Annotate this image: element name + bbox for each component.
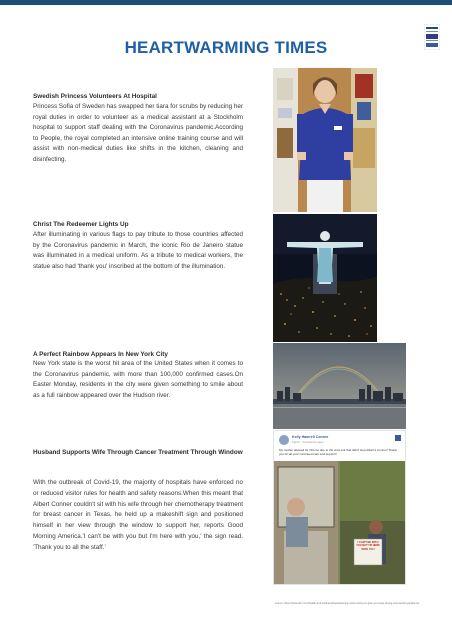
christ-redeemer-photo (273, 214, 377, 342)
story-title-husband: Husband Supports Wife Through Cancer Treatment Through Window (33, 449, 243, 456)
story-body-christ: After illuminating in various flags to pay tribute to those countries affected by the Coronavirus pandemic in March, the iconic Rio de Janeiro statue was illuminated in a medical uniform. As a tribute to medical workers, the statue also had 'thank you' inscribed at the bottom of the illumination. (33, 231, 243, 270)
source-footnote: source: https://www.dmr.com/health-and-wellness/heartwarming-news-stories-to-give-you-hope-during-coronavirus-pandemic/ (275, 602, 420, 605)
avatar (279, 435, 289, 445)
page-title: HEARTWARMING TIMES (124, 38, 328, 57)
story-title-christ: Christ The Redeemer Lights Up (33, 221, 129, 228)
story-body-princess: Princess Sofia of Sweden has swapped her tiara for scrubs by reducing her royal duties in order to volunteer as a medical assistant at a Stockholm hospital to support staff dealing with the Coronavirus pandemic.According to People, the royal completed an intensive online training course and will assist with non-medical duties like shifts in the kitchen, cleaning and disinfecting. (33, 103, 244, 163)
handmade-sign: I CAN'T BE WITH YOU BUT I'M HERE WITH YOU (356, 541, 380, 551)
princess-photo (273, 68, 377, 212)
story-body-husband: With the outbreak of Covid-19, the majority of hospitals have enforced no or reduced visitor rules for health and safety reasons.When this meant that Albert Conner couldn't sit with his wife through her chemotherapy treatment for breast cancer in Texas, he held up a makeshift sign and positioned himself in her view through the window to support her, reports Good Morning America.'I can't be with you but I'm here with you,' the sign read. 'Thank you to all the staff.' (33, 479, 243, 551)
post-meta: April 2 · Comment's open (292, 440, 324, 444)
rainbow-photo (273, 343, 406, 429)
window-sign-photo (274, 461, 406, 585)
header-bar (0, 0, 452, 5)
story-title-princess: Swedish Princess Volunteers At Hospital (33, 93, 157, 100)
facebook-post-card (273, 430, 406, 585)
post-text: My mother allowed for Chemo due to the virus but that didn't stop Albert's Conner! Thank you for all your continued care and support! (279, 448, 397, 457)
story-title-rainbow: A Perfect Rainbow Appears In New York City (33, 351, 168, 358)
story-body-rainbow: New York state is the worst hit area of the United States when it comes to the Coronavirus pandemic, with more than 100,000 confirmed cases.On Easter Monday, residents in the city were given something to smile about as a full rainbow appeared over the Hudson river. (33, 360, 243, 399)
facebook-icon (395, 435, 401, 441)
newspaper-logo-icon (424, 24, 440, 50)
post-author: Kelly Hamrell Conner (292, 435, 329, 439)
